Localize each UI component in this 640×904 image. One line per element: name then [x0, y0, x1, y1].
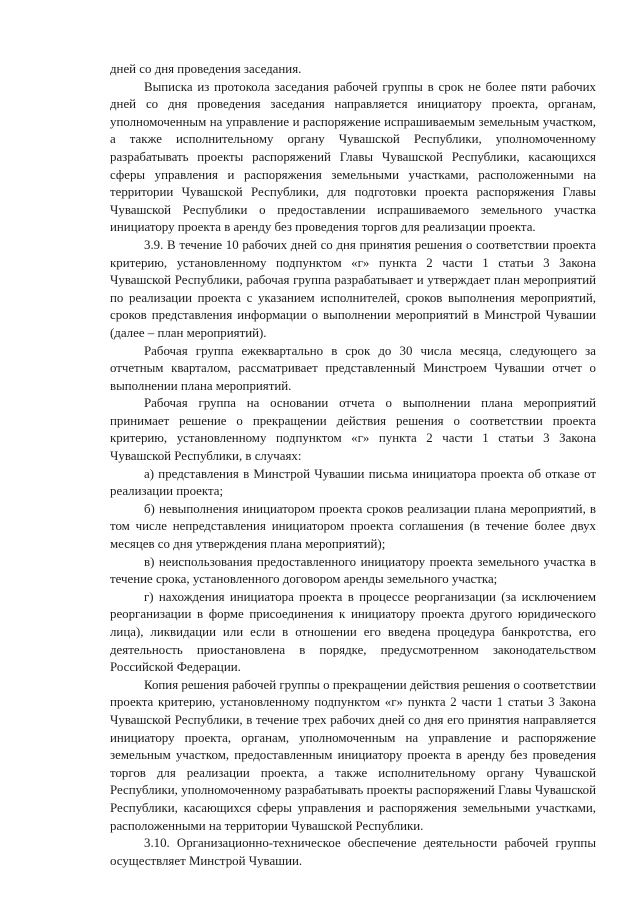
paragraph-continuation: дней со дня проведения заседания.	[110, 62, 302, 76]
paragraph-protocol-extract: Выписка из протокола заседания рабочей группы в срок не более пяти рабочих дней со дня проведения заседания направляется инициатору проекта, органам, уполномоченным на управление и распоряжение испрашиваемым земельным участком, а также исполнительному органу Чувашской Республики, уполномоченному разрабатывать проекты распоряжений Главы Чувашской Республики, касающихся сферы управления и распоряжения земельными участками, расположенными на территории Чувашской Республики, для подготовки проекта распоряжения Главы Чувашской Республики о предоставлении испрашиваемого земельного участка инициатору проекта в аренду без проведения торгов для реализации проекта.	[110, 79, 596, 235]
paragraph-case-g: г) нахождения инициатора проекта в процессе реорганизации (за исключением реорганизации в форме присоединения к инициатору проекта другого юридического лица), ликвидации или если в отношении его введена процедура банкротства, его деятельность приостановлена в порядке, предусмотренном законодательством Российской Федерации.	[110, 589, 596, 675]
paragraph-case-b: б) невыполнения инициатором проекта сроков реализации плана мероприятий, в том числе непредставления инициатором проекта соглашения (в течение более двух месяцев со дня утверждения плана мероприятий);	[110, 501, 596, 552]
paragraph-3-9: 3.9. В течение 10 рабочих дней со дня принятия решения о соответствии проекта критерию, установленному подпунктом «г» пункта 2 части 1 статьи 3 Закона Чувашской Республики, рабочая группа разрабатывает и утверждает план мероприятий по реализации проекта с указанием исполнителей, сроков выполнения мероприятий, сроков представления информации о выполнении мероприятий в Минстрой Чувашии (далее – план мероприятий).	[110, 237, 596, 340]
paragraph-quarterly-review: Рабочая группа ежеквартально в срок до 30 числа месяца, следующего за отчетным кварталом, рассматривает представленный Минстроем Чувашии отчет о выполнении плана мероприятий.	[110, 343, 596, 393]
paragraph-decision-copy: Копия решения рабочей группы о прекращении действия решения о соответствии проекта критерию, установленному подпунктом «г» пункта 2 части 1 статьи 3 Закона Чувашской Республики, в течение трех рабочих дней со дня его принятия направляется инициатору проекта, органам, уполномоченным на управление и распоряжение земельным участком, предоставленным инициатору проекта в аренду без проведения торгов для реализации проекта, а также исполнительному органу Чувашской Республики, уполномоченному разрабатывать проекты распоряжений Главы Чувашской Республики, касающихся сферы управления и распоряжения земельными участками, расположенными на территории Чувашской Республики.	[110, 677, 596, 833]
paragraph-case-a: а) представления в Минстрой Чувашии письма инициатора проекта об отказе от реализации проекта;	[110, 466, 596, 499]
paragraph-termination-decision: Рабочая группа на основании отчета о выполнении плана мероприятий принимает решение о прекращении действия решения о соответствии проекта критерию, установленному подпунктом «г» пункта 2 части 1 статьи 3 Закона Чувашской Республики, в случаях:	[110, 396, 596, 464]
document-page	[110, 61, 596, 870]
paragraph-3-10: 3.10. Организационно-техническое обеспечение деятельности рабочей группы осуществляет Минстрой Чувашии.	[110, 836, 596, 868]
paragraph-case-v: в) неиспользования предоставленного инициатору проекта земельного участка в течение срока, установленного договором аренды земельного участка;	[110, 554, 596, 587]
